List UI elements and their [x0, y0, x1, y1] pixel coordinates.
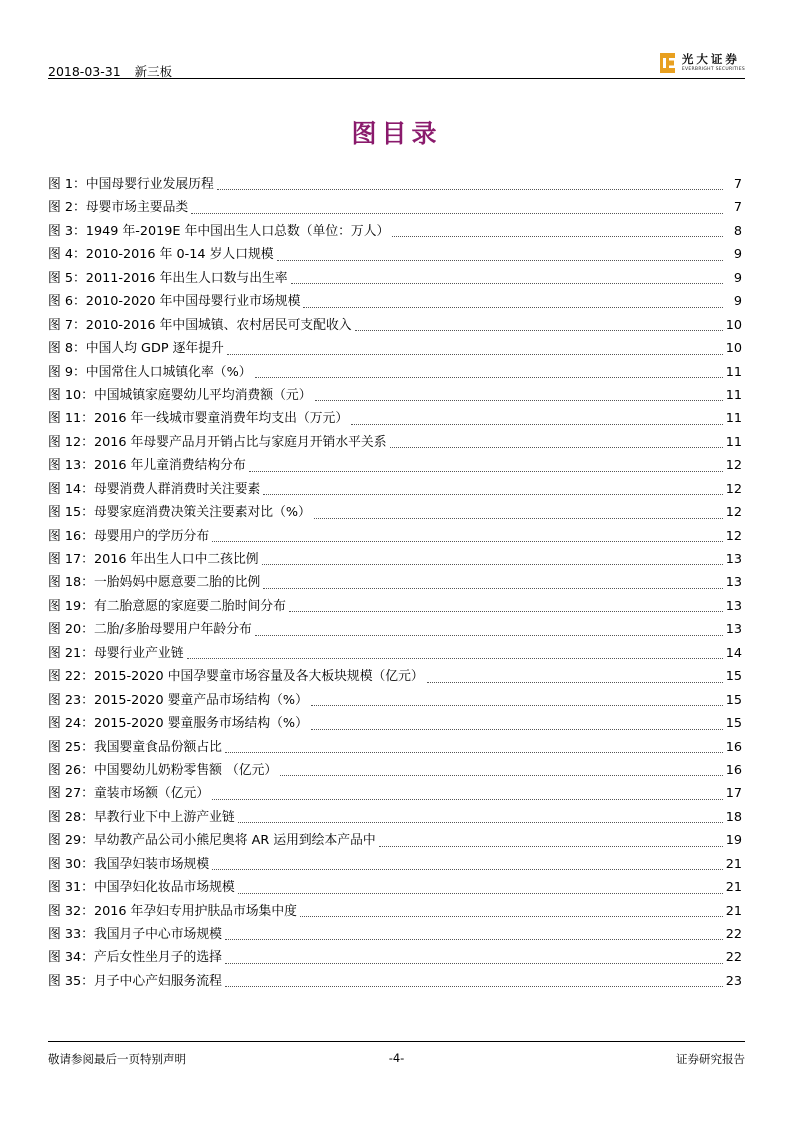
- toc-entry[interactable]: [48, 407, 742, 430]
- toc-entry-label: 图 35：月子中心产妇服务流程: [48, 973, 222, 989]
- toc-leader-dots: [212, 798, 723, 800]
- toc-entry-label: 图 17：2016 年出生人口中二孩比例: [48, 552, 259, 567]
- toc-leader-dots: [311, 704, 723, 706]
- toc-entry-page: 13: [725, 552, 742, 567]
- toc-entry-page: 13: [725, 598, 742, 614]
- toc-entry-page: 9: [733, 270, 742, 286]
- toc-leader-dots: [238, 892, 723, 894]
- toc-entry-page: 11: [725, 364, 742, 380]
- toc-entry[interactable]: [48, 290, 742, 313]
- report-date: 2018-03-31: [48, 64, 121, 79]
- toc-leader-dots: [392, 235, 723, 237]
- toc-leader-dots: [227, 353, 723, 355]
- toc-entry-page: 12: [725, 505, 742, 521]
- toc-entry[interactable]: [48, 853, 742, 876]
- toc-entry-page: 10: [725, 317, 742, 333]
- toc-entry[interactable]: [48, 501, 742, 524]
- toc-leader-dots: [191, 212, 723, 214]
- toc-entry-page: 12: [725, 528, 742, 544]
- toc-entry-label: 图 4：2010-2016 年 0-14 岁人口规模: [48, 247, 274, 263]
- toc-entry-page: 11: [725, 434, 742, 450]
- toc-leader-dots: [289, 610, 723, 612]
- toc-entry-page: 9: [733, 294, 742, 310]
- toc-entry-label: 图 9：中国常住人口城镇化率（%）: [48, 364, 252, 380]
- toc-entry-label: 图 6：2010-2020 年中国母婴行业市场规模: [48, 294, 301, 310]
- toc-entry[interactable]: [48, 196, 742, 219]
- toc-leader-dots: [314, 517, 723, 519]
- toc-entry[interactable]: [48, 361, 742, 384]
- toc-leader-dots: [212, 868, 723, 870]
- toc-entry-page: 16: [725, 739, 742, 755]
- toc-entry-page: 9: [733, 247, 742, 263]
- toc-entry-page: 15: [725, 692, 742, 708]
- page-header: [48, 48, 745, 79]
- toc-entry-label: 图 15：母婴家庭消费决策关注要素对比（%）: [48, 505, 311, 521]
- toc-entry[interactable]: [48, 876, 742, 899]
- toc-entry[interactable]: [48, 384, 742, 407]
- toc-leader-dots: [225, 751, 723, 753]
- toc-entry-label: 图 26：中国婴幼儿奶粉零售额 （亿元）: [48, 762, 278, 778]
- page-title: 图目录: [351, 119, 442, 148]
- toc-entry-label: 图 12：2016 年母婴产品月开销占比与家庭月开销水平关系: [48, 434, 387, 450]
- toc-leader-dots: [263, 587, 722, 589]
- toc-entry-page: 11: [725, 387, 742, 403]
- toc-leader-dots: [217, 188, 723, 190]
- toc-entry-label: 图 13：2016 年儿童消费结构分布: [48, 458, 246, 474]
- toc-entry-label: 图 21：母婴行业产业链: [48, 645, 184, 661]
- toc-leader-dots: [225, 938, 723, 940]
- header-info: [48, 62, 172, 80]
- toc-entry-label: 图 10：中国城镇家庭婴幼儿平均消费额（元）: [48, 387, 312, 403]
- toc-entry-label: 图 1：中国母婴行业发展历程: [48, 177, 214, 192]
- toc-entry-page: 8: [733, 223, 742, 239]
- board-name: 新三板: [134, 64, 173, 79]
- toc-entry-page: 21: [725, 880, 742, 896]
- toc-entry-page: 22: [725, 927, 742, 942]
- toc-entry[interactable]: [48, 923, 742, 946]
- toc-entry[interactable]: [48, 267, 742, 290]
- toc-leader-dots: [255, 376, 723, 378]
- toc-leader-dots: [225, 985, 723, 987]
- toc-leader-dots: [300, 915, 723, 917]
- toc-leader-dots: [315, 399, 723, 401]
- toc-entry-page: 16: [725, 762, 742, 778]
- toc-entry[interactable]: [48, 689, 742, 712]
- toc-leader-dots: [262, 563, 723, 565]
- toc-entry[interactable]: [48, 665, 742, 688]
- toc-leader-dots: [379, 845, 723, 847]
- toc-leader-dots: [255, 634, 723, 636]
- toc-entry[interactable]: [48, 946, 742, 969]
- toc-leader-dots: [263, 493, 722, 495]
- toc-entry-label: 图 3：1949 年-2019E 年中国出生人口总数（单位：万人）: [48, 223, 390, 239]
- toc-entry[interactable]: [48, 571, 742, 594]
- page-footer: [48, 1041, 745, 1068]
- toc-entry-label: 图 7：2010-2016 年中国城镇、农村居民可支配收入: [48, 317, 352, 333]
- toc-entry-label: 图 8：中国人均 GDP 逐年提升: [48, 341, 224, 357]
- figure-list: [48, 173, 742, 993]
- toc-entry-page: 17: [725, 786, 742, 802]
- toc-entry[interactable]: [48, 736, 742, 759]
- toc-leader-dots: [277, 259, 723, 261]
- toc-entry[interactable]: [48, 478, 742, 501]
- toc-entry[interactable]: [48, 618, 742, 641]
- toc-leader-dots: [238, 821, 723, 823]
- toc-leader-dots: [225, 962, 723, 964]
- report-type: 证券研究报告: [676, 1052, 745, 1066]
- toc-entry-page: 12: [725, 481, 742, 497]
- toc-entry-label: 图 31：中国孕妇化妆品市场规模: [48, 880, 235, 896]
- toc-entry-page: 13: [725, 622, 742, 638]
- toc-entry-page: 21: [725, 856, 742, 872]
- toc-entry-label: 图 22：2015-2020 中国孕婴童市场容量及各大板块规模（亿元）: [48, 669, 424, 685]
- toc-entry-label: 图 28：早教行业下中上游产业链: [48, 809, 235, 825]
- toc-entry-page: 12: [725, 458, 742, 474]
- toc-entry-label: 图 16：母婴用户的学历分布: [48, 528, 210, 544]
- toc-entry[interactable]: [48, 314, 742, 337]
- toc-entry-label: 图 5：2011-2016 年出生人口数与出生率: [48, 270, 288, 286]
- toc-entry-label: 图 27：童装市场额（亿元）: [48, 786, 210, 802]
- toc-leader-dots: [427, 681, 723, 683]
- toc-entry[interactable]: [48, 173, 742, 196]
- toc-leader-dots: [303, 306, 723, 308]
- toc-entry-page: 7: [733, 200, 742, 216]
- toc-entry-page: 15: [725, 669, 742, 685]
- everbright-logo-icon: [659, 52, 677, 74]
- toc-leader-dots: [187, 657, 723, 659]
- toc-entry-label: 图 24：2015-2020 婴童服务市场结构（%）: [48, 716, 308, 732]
- toc-entry[interactable]: [48, 806, 742, 829]
- toc-entry-label: 图 29：早幼教产品公司小熊尼奥将 AR 运用到绘本产品中: [48, 833, 376, 849]
- toc-entry[interactable]: [48, 454, 742, 477]
- toc-entry-label: 图 34：产后女性坐月子的选择: [48, 950, 222, 966]
- logo-chinese-name: 光大证券: [681, 51, 740, 66]
- toc-entry-page: 15: [725, 716, 742, 732]
- disclaimer-note: 敬请参阅最后一页特别声明: [48, 1052, 186, 1066]
- toc-entry-page: 11: [725, 411, 742, 427]
- toc-entry-page: 22: [725, 950, 742, 966]
- company-logo: [659, 51, 745, 75]
- toc-entry[interactable]: [48, 431, 742, 454]
- toc-entry[interactable]: [48, 525, 742, 548]
- toc-leader-dots: [355, 329, 723, 331]
- toc-leader-dots: [351, 423, 723, 425]
- toc-entry-page: 19: [725, 833, 742, 849]
- toc-entry-label: 图 11：2016 年一线城市婴童消费年均支出（万元）: [48, 411, 349, 427]
- toc-entry-label: 图 19：有二胎意愿的家庭要二胎时间分布: [48, 598, 286, 614]
- toc-entry[interactable]: [48, 548, 742, 571]
- toc-entry[interactable]: [48, 970, 742, 993]
- toc-entry-page: 7: [733, 177, 742, 192]
- toc-entry-label: 图 18：一胎妈妈中愿意要二胎的比例: [48, 575, 261, 591]
- toc-entry[interactable]: [48, 712, 742, 735]
- toc-entry-page: 10: [725, 341, 742, 357]
- toc-entry[interactable]: [48, 829, 742, 852]
- page-number: -4-: [388, 1051, 405, 1065]
- toc-entry-label: 图 32：2016 年孕妇专用护肤品市场集中度: [48, 903, 297, 919]
- toc-entry-page: 14: [725, 645, 742, 661]
- toc-leader-dots: [280, 774, 723, 776]
- toc-entry[interactable]: [48, 759, 742, 782]
- toc-entry[interactable]: [48, 243, 742, 266]
- toc-entry[interactable]: [48, 337, 742, 360]
- toc-leader-dots: [390, 446, 723, 448]
- toc-entry[interactable]: [48, 642, 742, 665]
- toc-entry[interactable]: [48, 220, 742, 243]
- toc-entry-page: 13: [725, 575, 742, 591]
- toc-entry-page: 21: [725, 903, 742, 919]
- toc-entry-label: 图 30：我国孕妇装市场规模: [48, 856, 210, 872]
- toc-entry[interactable]: [48, 782, 742, 805]
- toc-entry[interactable]: [48, 595, 742, 618]
- toc-leader-dots: [249, 470, 723, 472]
- toc-leader-dots: [212, 540, 723, 542]
- toc-leader-dots: [291, 282, 723, 284]
- toc-entry-page: 23: [725, 973, 742, 989]
- toc-entry-label: 图 2：母婴市场主要品类: [48, 200, 189, 216]
- toc-entry-label: 图 14：母婴消费人群消费时关注要素: [48, 481, 261, 497]
- toc-leader-dots: [311, 728, 723, 730]
- toc-entry[interactable]: [48, 900, 742, 923]
- toc-entry-label: 图 23：2015-2020 婴童产品市场结构（%）: [48, 692, 308, 708]
- toc-entry-page: 18: [725, 809, 742, 825]
- toc-entry-label: 图 20：二胎/多胎母婴用户年龄分布: [48, 622, 252, 638]
- logo-english-name: EVERBRIGHT SECURITIES: [681, 67, 745, 72]
- toc-entry-label: 图 33：我国月子中心市场规模: [48, 927, 222, 942]
- toc-entry-label: 图 25：我国婴童食品份额占比: [48, 739, 222, 755]
